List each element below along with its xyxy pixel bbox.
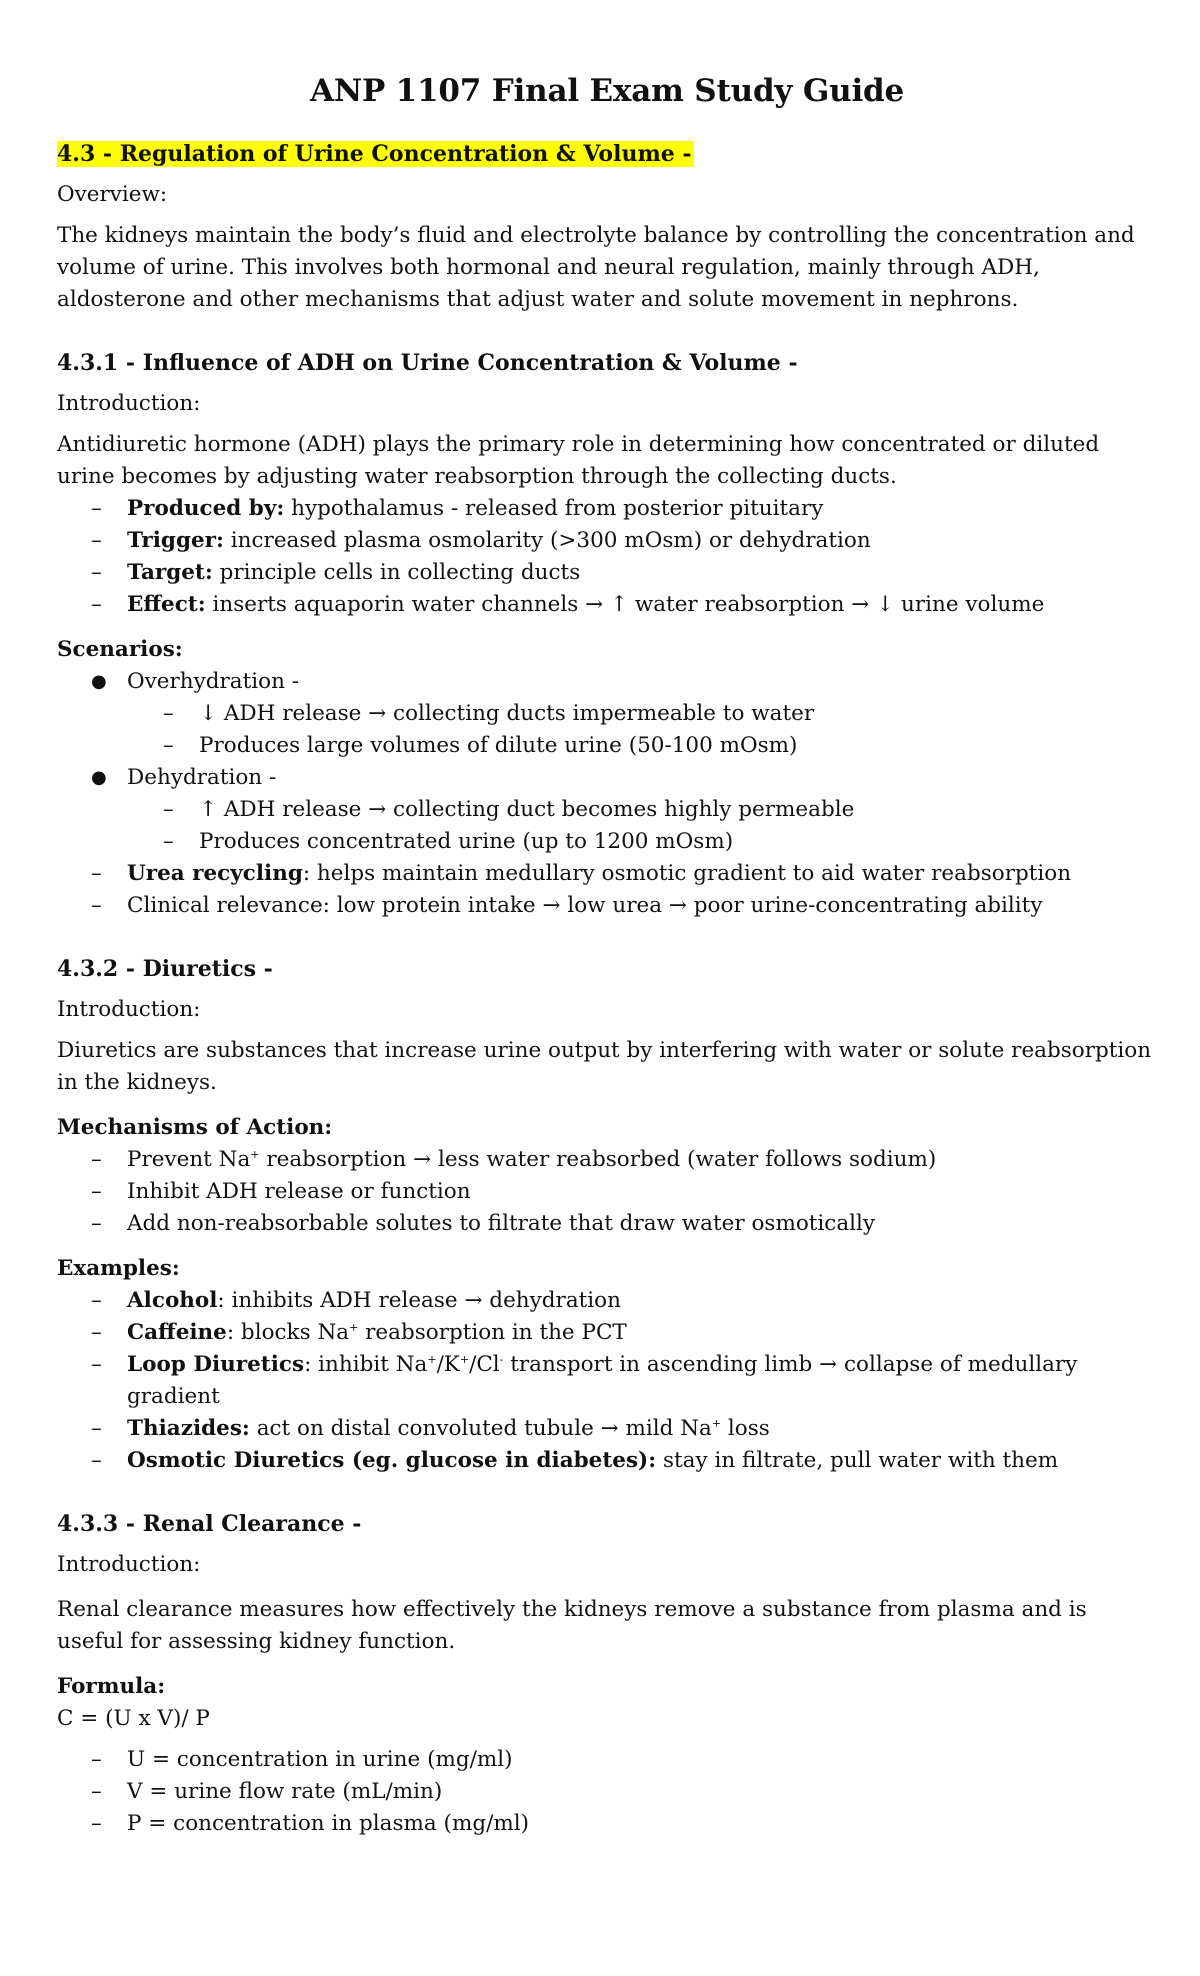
highlighted-heading-text: 4.3 - Regulation of Urine Concentration & Volume - [57,141,692,167]
urea-list [57,858,1157,922]
list-item: – Produces concentrated urine (up to 1200 mOsm) [57,826,1157,858]
scenarios-label: Scenarios: [57,637,183,662]
scenario-label: Overhydration - [127,669,300,694]
urea-text: : helps maintain medullary osmotic gradient to aid water reabsorption [302,861,1072,886]
example-text: stay in filtrate, pull water with them [656,1448,1059,1473]
superscript: + [459,1353,470,1366]
examples-label: Examples: [57,1256,180,1281]
list-item [57,1413,1157,1445]
example-term: Loop Diuretics [127,1352,305,1377]
diuretics-intro-paragraph: Diuretics are substances that increase urine output by interfering with water or solute reabsorption in the kidneys. [57,1038,1152,1095]
fact-term: Effect: [127,592,206,617]
example-term: Osmotic Diuretics (eg. glucose in diabetes): [127,1448,657,1473]
fact-text: principle cells in collecting ducts [212,560,581,585]
list-item [57,1445,1157,1477]
mech-text: Prevent Na [127,1147,251,1172]
example-text: transport in ascending limb → collapse of medullary gradient [127,1352,1078,1409]
document-page [57,70,1157,1840]
example-term: Caffeine [127,1320,227,1345]
example-text: /K [436,1352,460,1377]
formula-vars-list [57,1744,1157,1840]
section-4-3-heading [57,138,1157,170]
adh-intro-label: Introduction: [57,391,201,416]
list-item [57,1349,1157,1413]
mechanisms-list [57,1144,1157,1240]
urea-term: Urea recycling [127,861,303,886]
fact-term: Target: [127,560,213,585]
list-item [57,557,1157,589]
list-item [57,589,1157,621]
superscript: + [427,1353,437,1366]
example-text: : blocks Na [226,1320,350,1345]
list-item: – Inhibit ADH release or function [57,1176,1157,1208]
superscript: + [349,1321,359,1334]
list-item: – Add non-reabsorbable solutes to filtrate that draw water osmotically [57,1208,1157,1240]
list-item: – P = concentration in plasma (mg/ml) [57,1808,1157,1840]
list-item: – Produces large volumes of dilute urine (50-100 mOsm) [57,730,1157,762]
diuretics-intro-label: Introduction: [57,997,201,1022]
examples-list [57,1285,1157,1477]
example-text: act on distal convoluted tubule → mild Na [249,1416,712,1441]
overhydration-sublist [57,698,1157,762]
superscript: + [711,1417,722,1430]
list-item [57,858,1157,890]
example-text: : inhibits ADH release → dehydration [217,1288,621,1313]
example-text: /Cl [469,1352,500,1377]
list-item: – Clinical relevance: low protein intake → low urea → poor urine-concentrating ability [57,890,1157,922]
section-4-3-3-heading: 4.3.3 - Renal Clearance - [57,1511,362,1537]
clearance-intro-label: Introduction: [57,1552,201,1577]
example-text: loss [721,1416,770,1441]
overview-label: Overview: [57,182,168,207]
example-text: reabsorption in the PCT [358,1320,627,1345]
overview-paragraph: The kidneys maintain the body’s fluid and electrolyte balance by controlling the concentration and volume of urine. This involves both hormonal and neural regulation, mainly through ADH, aldosterone and other mechanisms that adjust water and solute movement in nephrons. [57,223,1135,312]
fact-text: inserts aquaporin water channels → ↑ water reabsorption → ↓ urine volume [205,592,1045,617]
list-item [57,1144,1157,1176]
fact-term: Trigger: [127,528,224,553]
formula-text: C = (U x V)/ P [57,1706,210,1731]
superscript: - [499,1353,504,1366]
list-item: – ↓ ADH release → collecting ducts impermeable to water [57,698,1157,730]
example-text: : inhibit Na [304,1352,428,1377]
superscript: + [250,1148,260,1161]
list-item: – U = concentration in urine (mg/ml) [57,1744,1157,1776]
document-title: ANP 1107 Final Exam Study Guide [309,73,905,109]
section-4-3-2-heading: 4.3.2 - Diuretics - [57,956,273,982]
list-item [57,666,1157,762]
mechanisms-label: Mechanisms of Action: [57,1115,333,1140]
adh-intro-paragraph: Antidiuretic hormone (ADH) plays the primary role in determining how concentrated or diluted urine becomes by adjusting water reabsorption through the collecting ducts. [57,432,1100,489]
dehydration-sublist [57,794,1157,858]
adh-facts-list [57,493,1157,621]
list-item [57,762,1157,858]
scenarios-list [57,666,1157,858]
list-item [57,525,1157,557]
list-item: – ↑ ADH release → collecting duct becomes highly permeable [57,794,1157,826]
example-term: Alcohol [127,1288,218,1313]
section-4-3-1-heading: 4.3.1 - Influence of ADH on Urine Concentration & Volume - [57,350,798,376]
list-item [57,1317,1157,1349]
formula-label: Formula: [57,1674,166,1699]
scenario-label: Dehydration - [127,765,277,790]
list-item: – V = urine flow rate (mL/min) [57,1776,1157,1808]
list-item [57,493,1157,525]
fact-text: increased plasma osmolarity (>300 mOsm) or dehydration [223,528,871,553]
example-term: Thiazides: [127,1416,250,1441]
fact-term: Produced by: [127,496,285,521]
list-item [57,1285,1157,1317]
mech-text: reabsorption → less water reabsorbed (water follows sodium) [259,1147,937,1172]
clearance-intro-paragraph: Renal clearance measures how effectively the kidneys remove a substance from plasma and is useful for assessing kidney function. [57,1597,1087,1654]
fact-text: hypothalamus - released from posterior pituitary [284,496,824,521]
